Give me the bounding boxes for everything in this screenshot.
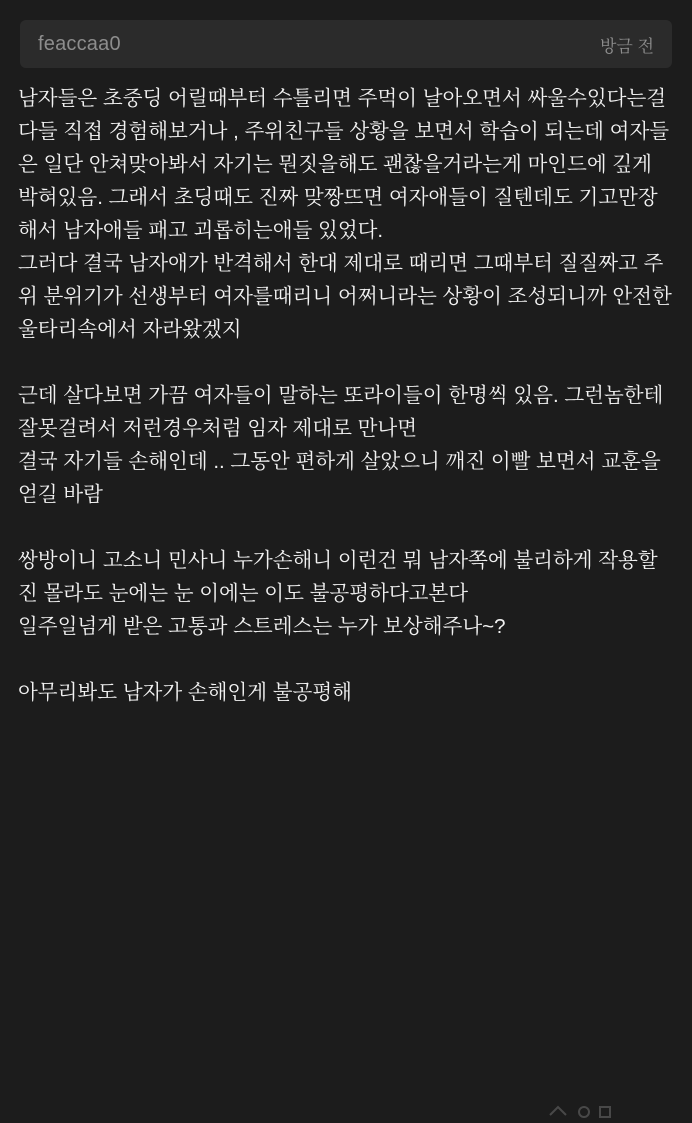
post-author[interactable]: feaccaa0 <box>38 32 121 55</box>
post-paragraph: 남자들은 초중딩 어릴때부터 수틀리면 주먹이 날아오면서 싸울수있다는걸 다들 직접 경험해보거나 , 주위친구들 상황을 보면서 학습이 되는데 여자들은 일단 안쳐맞아봐서 자기는 뭔짓을해도 괜찮을거라는게 마인드에 깊게 박혀있음. 그래서 초딩때도 진짜 맞짱뜨면 여자애들이 질텐데도 기고만장해서 남자애들 패고 괴롭히는애들 있었다. <box>18 87 672 242</box>
post-paragraph: 아무리봐도 남자가 손해인게 불공평해 <box>18 681 352 704</box>
post-paragraph: 근데 살다보면 가끔 여자들이 말하는 또라이들이 한명씩 있음. 그런놈한테 잘못걸려서 저런경우처럼 임자 제대로 만나면 <box>18 384 670 440</box>
recents-icon <box>600 1107 610 1117</box>
post-timestamp: 방금 전 <box>600 36 654 56</box>
system-navigation-bar[interactable] <box>544 1103 614 1121</box>
post-paragraph: 그러다 결국 남자애가 반격해서 한대 제대로 때리면 그때부터 질질짜고 주위 분위기가 선생부터 여자를때리니 어쩌니라는 상황이 조성되니까 안전한 울타리속에서 자라왔겠지 <box>18 252 678 341</box>
post-paragraph: 결국 자기들 손해인데 .. 그동안 편하게 살았으니 깨진 이빨 보면서 교훈을 얻길 바람 <box>18 450 667 506</box>
back-icon <box>550 1107 566 1115</box>
post-body <box>0 68 692 709</box>
post-paragraph: 일주일넘게 받은 고통과 스트레스는 누가 보상해주나~? <box>18 615 506 638</box>
post-screen <box>0 20 692 1123</box>
post-header <box>20 20 672 68</box>
home-icon <box>579 1107 589 1117</box>
post-paragraph: 쌍방이니 고소니 민사니 누가손해니 이런건 뭐 남자쪽에 불리하게 작용할진 몰라도 눈에는 눈 이에는 이도 불공평하다고본다 <box>18 549 658 605</box>
